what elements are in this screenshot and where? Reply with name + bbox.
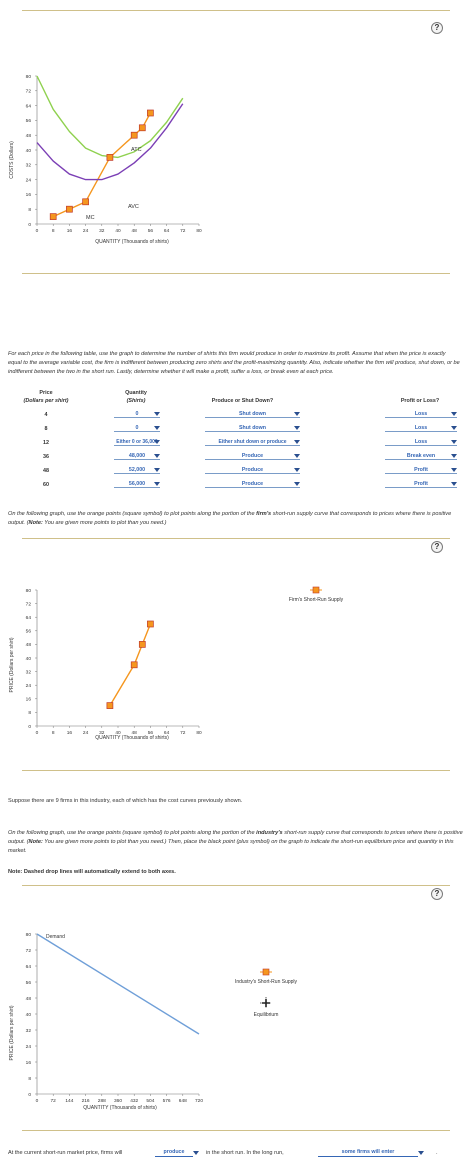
industry-intro-text: Suppose there are 9 firms in this industry, each of which has the cost curves previously shown. (8, 798, 243, 804)
dropdown-arrow-icon (451, 468, 457, 472)
table-row-6-price: 60 (43, 482, 49, 488)
mc-point[interactable] (83, 199, 89, 205)
price-unit-header: (Dollars per shirt) (23, 398, 69, 404)
dropdown-arrow-icon (451, 412, 457, 416)
firm-supply-y-tick-label: 32 (25, 670, 31, 676)
table-row-5-decision-dropdown[interactable] (205, 467, 300, 474)
dropdown-arrow-icon (294, 482, 300, 486)
cost-graph-x-tick-label: 40 (115, 229, 121, 234)
mc-point[interactable] (107, 154, 113, 160)
divider-1 (22, 273, 450, 274)
firm-supply-ylabel: PRICE (Dollars per shirt) (9, 637, 15, 693)
dropdown-value: Break even (406, 453, 436, 459)
market-graph-x-tick-label: 576 (162, 1099, 171, 1104)
cost-graph-y-tick-label: 16 (25, 193, 31, 199)
table-row-3-decision-dropdown[interactable] (205, 439, 300, 446)
dropdown-value: Either 0 or 36,000 (116, 439, 158, 445)
firm-supply-y-tick-label: 16 (25, 697, 31, 703)
market-graph-x-tick-label: 360 (113, 1099, 123, 1104)
cost-graph-y-tick-label: 80 (25, 74, 31, 80)
firm-supply-graph-axes (26, 588, 202, 736)
dropdown-value: Produce (241, 481, 264, 487)
dropdown-value: Produce (241, 453, 264, 459)
dropdown-arrow-icon (154, 482, 160, 486)
bottom-text-b: in the short run. In the long run, (206, 1150, 284, 1156)
equilibrium-legend[interactable] (254, 997, 279, 1018)
firm-supply-graph[interactable] (0, 560, 471, 760)
dropdown-value: some firms will enter (341, 1149, 395, 1155)
cost-graph-x-tick-label: 80 (196, 229, 202, 234)
avc-curve (37, 104, 183, 180)
table-row-2-profit-dropdown[interactable] (385, 425, 457, 432)
question3-text-c: short-run supply curve that corresponds to prices where there is positive output. ( (8, 830, 463, 845)
dropdown-value: Profit (414, 481, 428, 487)
firm-supply-y-tick-label: 72 (25, 602, 31, 608)
cost-graph-y-tick-label: 32 (25, 163, 31, 169)
industry-market-graph[interactable] (0, 925, 471, 1135)
cost-graph-y-tick-label: 56 (25, 119, 31, 125)
help-icon-graph3[interactable]: ? (431, 888, 443, 900)
cost-graph-y-tick-label: 64 (25, 104, 31, 110)
table-row-2-decision-dropdown[interactable] (205, 425, 300, 432)
question2-text-b: firm's (256, 511, 272, 517)
dropdown-arrow-icon (294, 412, 300, 416)
question3-text (8, 829, 463, 856)
firm-supply-x-tick-label: 56 (147, 731, 154, 736)
market-graph-axes (26, 932, 204, 1104)
dropdown-arrow-icon (294, 440, 300, 444)
plus-icon[interactable] (262, 999, 270, 1007)
table-row-4-quantity-dropdown[interactable] (114, 453, 160, 460)
question3-text-d: You are given more points to plot than you need.) Then, place the black point (plus symbol) on the graph to indicate the short-run equilibrium price and quantity in this market. (8, 839, 454, 854)
table-row-3-profit-dropdown[interactable] (385, 439, 457, 446)
dropdown-arrow-icon (294, 426, 300, 430)
dropdown-value: Produce (241, 467, 264, 473)
mc-point[interactable] (50, 214, 56, 220)
market-graph-x-tick-label: 504 (146, 1099, 155, 1104)
table-row-1-quantity-dropdown[interactable] (114, 411, 160, 418)
cost-graph-x-tick-label: 16 (66, 229, 73, 234)
graph3-bottom-divider (22, 1130, 450, 1131)
dropdown-value: Loss (414, 425, 428, 431)
help-icon-graph1[interactable]: ? (431, 22, 443, 34)
firm-supply-legend[interactable] (289, 587, 344, 603)
dropdown-value: Shut down (238, 411, 267, 417)
dropdown-value: 48,000 (128, 453, 146, 459)
question3-text-a: On the following graph, use the orange points (square symbol) to plot points along the portion of the (8, 830, 257, 836)
graph3-top-divider (22, 885, 450, 886)
dropdown-value: produce (163, 1149, 185, 1155)
dropdown-arrow-icon (451, 440, 457, 444)
profit-header: Profit or Loss? (400, 398, 440, 404)
market-graph-y-tick-label: 24 (25, 1044, 31, 1050)
firm-supply-x-tick-label: 16 (66, 731, 73, 736)
cost-graph-y-tick-label: 0 (28, 222, 31, 228)
dropdown-arrow-icon (294, 468, 300, 472)
equilibrium-legend-label: Equilibrium (253, 1012, 279, 1018)
dropdown-value: Loss (414, 411, 428, 417)
firm-supply-line (110, 624, 150, 706)
graph2-bottom-divider (22, 770, 450, 771)
long-run-action-dropdown[interactable] (318, 1149, 418, 1157)
help-icon-graph2[interactable]: ? (431, 541, 443, 553)
question1-text: For each price in the following table, use the graph to determine the number of shirts this firm would produce in order to maximize its profit. Assume that when the price is exactly equal to the average variable cost, the firm is indifferent between producing zero shirts and the profit-maximizing quantity. Also, indicate whether the firm will produce, shut down, or be indifferent between the two in the short run. Lastly, determine whether it will make a profit, suffer a loss, or break even at each price. (8, 351, 460, 375)
mc-point[interactable] (139, 125, 145, 131)
question3-note: Note: (28, 839, 43, 845)
dropdown-arrow-icon (418, 1151, 424, 1155)
dropdown-value: Loss (414, 439, 428, 445)
firm-supply-point[interactable] (107, 703, 113, 709)
market-graph-x-tick-label: 144 (65, 1099, 74, 1104)
dropdown-arrow-icon (154, 426, 160, 430)
market-graph-y-tick-label: 64 (25, 964, 31, 970)
cost-graph-x-tick-label: 8 (51, 229, 55, 234)
dropdown-value: 0 (135, 425, 139, 431)
mc-point[interactable] (131, 132, 137, 138)
bottom-text-a: At the current short-run market price, firms will (8, 1150, 123, 1156)
market-graph-x-tick-label: 648 (178, 1099, 187, 1104)
firm-supply-x-tick-label: 32 (99, 731, 105, 736)
avc-curve-label: AVC (128, 204, 139, 210)
market-graph-x-tick-label: 432 (130, 1099, 139, 1104)
cost-graph-y-tick-label: 72 (25, 89, 31, 95)
dropdown-arrow-icon (154, 440, 160, 444)
dropdown-arrow-icon (154, 468, 160, 472)
market-graph-xlabel: QUANTITY (Thousands of shirts) (83, 1105, 157, 1111)
table-row-6-profit-dropdown[interactable] (385, 481, 457, 488)
question2-note: Note: (28, 520, 43, 526)
question3-text-b: industry's (256, 830, 283, 836)
orange-square-icon[interactable] (313, 587, 319, 593)
mc-curve-label: MC (86, 215, 95, 221)
firm-supply-y-tick-label: 56 (25, 629, 31, 635)
bottom-text-c: . (436, 1150, 438, 1156)
dashed-lines-note: Note: Dashed drop lines will automatically extend to both axes. (8, 869, 176, 875)
firm-supply-x-tick-label: 40 (115, 731, 121, 736)
table-row-5-price: 48 (43, 468, 49, 474)
firm-supply-legend-label: Firm's Short-Run Supply (288, 597, 344, 603)
industry-supply-legend-label: Industry's Short-Run Supply (234, 979, 298, 985)
table-row-1-price: 4 (44, 412, 48, 418)
table-row-4-price: 36 (43, 454, 49, 460)
table-row-1-decision-dropdown[interactable] (205, 411, 300, 418)
atc-curve (37, 76, 183, 157)
firm-supply-y-tick-label: 64 (25, 616, 31, 621)
table-row-4-decision-dropdown[interactable] (205, 453, 300, 460)
market-graph-y-tick-label: 32 (25, 1028, 31, 1034)
market-graph-ylabel: PRICE (Dollars per shirt) (9, 1005, 15, 1061)
decision-header: Produce or Shut Down? (211, 398, 274, 404)
question2-text (8, 510, 463, 528)
demand-curve-label: Demand (46, 934, 65, 940)
market-graph-x-tick-label: 0 (35, 1099, 39, 1104)
table-row-3-quantity-dropdown[interactable] (114, 439, 160, 446)
cost-graph-y-tick-label: 48 (25, 134, 31, 139)
table-row-6-decision-dropdown[interactable] (205, 481, 300, 488)
quantity-unit-header: (Shirts) (126, 398, 146, 404)
market-graph-y-tick-label: 8 (28, 1076, 31, 1082)
firm-supply-x-tick-label: 24 (82, 731, 89, 736)
table-row-5-quantity-dropdown[interactable] (114, 467, 160, 474)
firm-supply-curve (110, 624, 150, 706)
market-graph-y-tick-label: 16 (25, 1060, 31, 1066)
dropdown-arrow-icon (193, 1151, 199, 1155)
demand-line (37, 934, 199, 1034)
market-graph-y-tick-label: 48 (25, 996, 31, 1002)
firm-supply-point[interactable] (147, 621, 153, 627)
firm-supply-x-tick-label: 0 (35, 731, 39, 736)
firm-supply-y-tick-label: 48 (25, 643, 31, 649)
firm-supply-point[interactable] (139, 641, 145, 647)
dropdown-arrow-icon (451, 426, 457, 430)
top-divider (22, 10, 450, 11)
market-graph-y-tick-label: 80 (25, 932, 31, 938)
firm-supply-x-tick-label: 80 (196, 731, 202, 736)
dropdown-arrow-icon (154, 412, 160, 416)
orange-square-icon[interactable] (263, 969, 269, 975)
table-row-6-quantity-dropdown[interactable] (114, 481, 160, 488)
market-graph-x-tick-label: 216 (81, 1099, 90, 1104)
cost-graph-x-tick-label: 24 (82, 229, 89, 234)
dropdown-value: Shut down (238, 425, 267, 431)
quantity-header: Quantity (125, 390, 147, 396)
table-row-2-quantity-dropdown[interactable] (114, 425, 160, 432)
cost-graph-y-tick-label: 24 (25, 178, 31, 184)
market-graph-y-tick-label: 56 (25, 980, 31, 986)
cost-graph-ylabel: COSTS (Dollars) (9, 141, 15, 179)
dropdown-value: Profit (414, 467, 428, 473)
table-row-3-price: 12 (43, 440, 49, 446)
mc-point[interactable] (66, 206, 72, 212)
question2-text-a: On the following graph, use the orange points (square symbol) to plot points along the portion of the (8, 511, 257, 517)
dropdown-value: 56,000 (128, 481, 146, 487)
market-graph-y-tick-label: 0 (28, 1092, 31, 1098)
cost-graph-x-tick-label: 72 (180, 229, 186, 234)
table-row-5-profit-dropdown[interactable] (385, 467, 457, 474)
mc-point[interactable] (147, 110, 153, 116)
firm-supply-x-tick-label: 48 (131, 731, 137, 736)
market-graph-y-tick-label: 72 (25, 948, 31, 954)
graph2-top-divider (22, 538, 450, 539)
short-run-action-dropdown[interactable] (155, 1149, 193, 1157)
table-row-4-profit-dropdown[interactable] (385, 453, 457, 460)
market-graph-x-tick-label: 72 (50, 1099, 56, 1104)
firm-supply-xlabel: QUANTITY (Thousands of shirts) (95, 735, 169, 741)
cost-graph-x-tick-label: 64 (163, 229, 170, 234)
dropdown-value: 52,000 (128, 467, 146, 473)
table-row-1-profit-dropdown[interactable] (385, 411, 457, 418)
question2-text-c: short-run supply curve that corresponds to prices where there is positive output. ( (8, 511, 452, 526)
dropdown-arrow-icon (294, 454, 300, 458)
firm-supply-x-tick-label: 72 (180, 731, 186, 736)
market-graph-x-tick-label: 288 (97, 1099, 106, 1104)
firm-supply-y-tick-label: 8 (28, 711, 31, 717)
dropdown-arrow-icon (154, 454, 160, 458)
firm-supply-y-tick-label: 40 (25, 656, 31, 662)
dropdown-arrow-icon (451, 482, 457, 486)
cost-graph-x-tick-label: 32 (99, 229, 105, 234)
market-graph-x-tick-label: 720 (194, 1099, 204, 1104)
firm-supply-x-tick-label: 64 (163, 731, 170, 736)
profit-table (0, 390, 471, 500)
cost-graph-x-tick-label: 0 (35, 229, 39, 234)
firm-supply-x-tick-label: 8 (51, 731, 55, 736)
market-graph-y-tick-label: 40 (25, 1012, 31, 1018)
demand-curve (37, 934, 199, 1034)
firm-supply-y-tick-label: 0 (28, 724, 31, 730)
firm-supply-y-tick-label: 24 (25, 684, 31, 689)
cost-curves-graph[interactable] (0, 56, 240, 256)
dropdown-value: Either shut down or produce (218, 439, 287, 445)
firm-supply-point[interactable] (131, 662, 137, 668)
cost-graph-y-tick-label: 40 (25, 148, 31, 154)
table-row-2-price: 8 (44, 426, 48, 432)
dropdown-arrow-icon (451, 454, 457, 458)
atc-curve-label: ATC (131, 147, 142, 153)
cost-graph-x-tick-label: 56 (147, 229, 154, 234)
firm-supply-y-tick-label: 80 (25, 588, 31, 594)
cost-graph-curves (37, 76, 183, 217)
cost-graph-xlabel: QUANTITY (Thousands of shirts) (95, 239, 169, 245)
price-header: Price (39, 390, 53, 396)
question2-text-d: You are given more points to plot than you need.) (42, 520, 167, 526)
cost-graph-y-tick-label: 8 (28, 208, 31, 213)
cost-graph-x-tick-label: 48 (131, 229, 137, 234)
dropdown-value: 0 (135, 411, 139, 417)
industry-supply-legend[interactable] (235, 969, 298, 985)
